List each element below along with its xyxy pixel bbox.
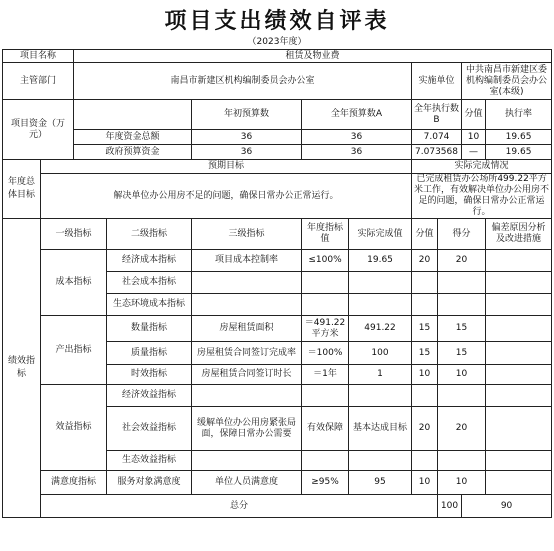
perf-score	[438, 451, 486, 471]
funds-initial: 36	[192, 130, 302, 145]
table-row	[3, 471, 552, 495]
expected-goal-text: 解决单位办公用房不足的问题，确保日常办公正常运行。	[41, 174, 412, 219]
perf-points	[412, 385, 438, 407]
perf-l2: 数量指标	[107, 316, 192, 342]
total-score: 90	[462, 495, 552, 518]
perf-target: 有效保障	[302, 407, 349, 451]
perf-l3: 房屋租赁合同签订完成率	[192, 342, 302, 365]
perf-l1-cost: 成本指标	[41, 250, 107, 316]
perf-l3: 项目成本控制率	[192, 250, 302, 272]
perf-header-actual: 实际完成值	[349, 219, 412, 250]
perf-score	[438, 272, 486, 294]
perf-l3: 缓解单位办公用房紧张局面，保障日常办公需要	[192, 407, 302, 451]
perf-l2: 社会效益指标	[107, 407, 192, 451]
perf-l2: 生态环境成本指标	[107, 294, 192, 316]
perf-score: 15	[438, 342, 486, 365]
page-title: 项目支出绩效自评表	[164, 9, 390, 34]
perf-points: 10	[412, 471, 438, 495]
perf-l1-satisfaction: 满意度指标	[41, 471, 107, 495]
actual-completion-header: 实际完成情况	[412, 160, 552, 174]
perf-header-l3: 三级指标	[192, 219, 302, 250]
perf-l2: 经济成本指标	[107, 250, 192, 272]
perf-header-l1: 一级指标	[41, 219, 107, 250]
table-row	[3, 495, 552, 518]
funds-header-annual: 全年预算数A	[302, 100, 412, 130]
perf-target: ＝100%	[302, 342, 349, 365]
perf-reason	[486, 385, 552, 407]
perf-reason	[486, 316, 552, 342]
perf-score: 20	[438, 407, 486, 451]
perf-actual	[349, 272, 412, 294]
perf-target: ≤100%	[302, 250, 349, 272]
perf-target	[302, 272, 349, 294]
perf-l2: 生态效益指标	[107, 451, 192, 471]
perf-score	[438, 385, 486, 407]
perf-score	[438, 294, 486, 316]
perf-target	[302, 294, 349, 316]
table-row	[3, 130, 552, 145]
funds-row-name: 年度资金总额	[74, 130, 192, 145]
perf-l3	[192, 385, 302, 407]
perf-target: ≥95%	[302, 471, 349, 495]
evaluation-table	[2, 49, 552, 518]
perf-points: 15	[412, 316, 438, 342]
funds-label: 项目资金（万元）	[3, 100, 74, 160]
impl-unit-label: 实施单位	[412, 63, 462, 100]
perf-actual: 100	[349, 342, 412, 365]
perf-l3: 房屋租赁面积	[192, 316, 302, 342]
perf-points: 10	[412, 365, 438, 385]
perf-target: ＝491.22平方米	[302, 316, 349, 342]
perf-actual	[349, 294, 412, 316]
perf-actual	[349, 385, 412, 407]
funds-points: 10	[462, 130, 486, 145]
funds-header-initial: 年初预算数	[192, 100, 302, 130]
perf-l3	[192, 272, 302, 294]
funds-blank-header	[74, 100, 192, 130]
perf-l2: 经济效益指标	[107, 385, 192, 407]
perf-l2: 服务对象满意度	[107, 471, 192, 495]
total-points: 100	[438, 495, 462, 518]
perf-actual	[349, 451, 412, 471]
perf-actual: 基本达成目标	[349, 407, 412, 451]
funds-points: —	[462, 145, 486, 160]
funds-header-rate: 执行率	[486, 100, 552, 130]
project-name-value: 租赁及物业费	[74, 50, 552, 63]
perf-l3: 单位人员满意度	[192, 471, 302, 495]
total-label: 总分	[41, 495, 438, 518]
table-row	[3, 385, 552, 407]
perf-points: 20	[412, 407, 438, 451]
year-subtitle: （2023年度）	[247, 37, 307, 47]
funds-header-points: 分值	[462, 100, 486, 130]
actual-completion-text: 已完成租赁办公场所499.22平方米工作，有效解决单位办公用房不足的问题，确保日常办公正常运行。	[412, 174, 552, 219]
goals-label: 年度总体目标	[3, 160, 41, 219]
perf-l3: 房屋租赁合同签订时长	[192, 365, 302, 385]
perf-l3	[192, 451, 302, 471]
perf-l1-output: 产出指标	[41, 316, 107, 385]
project-name-label: 项目名称	[3, 50, 74, 63]
perf-target	[302, 451, 349, 471]
funds-rate: 19.65	[486, 130, 552, 145]
perf-target	[302, 385, 349, 407]
funds-initial: 36	[192, 145, 302, 160]
perf-points: 15	[412, 342, 438, 365]
perf-header-target: 年度指标值	[302, 219, 349, 250]
perf-header-reason: 偏差原因分析及改进措施	[486, 219, 552, 250]
perf-reason	[486, 451, 552, 471]
perf-header-score: 得分	[438, 219, 486, 250]
funds-executed: 7.074	[412, 130, 462, 145]
perf-header-l2: 二级指标	[107, 219, 192, 250]
dept-value: 南昌市新建区机构编制委员会办公室	[74, 63, 412, 100]
perf-l2: 时效指标	[107, 365, 192, 385]
funds-annual: 36	[302, 130, 412, 145]
perf-reason	[486, 250, 552, 272]
perf-score: 20	[438, 250, 486, 272]
funds-executed: 7.073568	[412, 145, 462, 160]
perf-actual: 95	[349, 471, 412, 495]
table-row	[3, 145, 552, 160]
perf-actual: 491.22	[349, 316, 412, 342]
perf-score: 15	[438, 316, 486, 342]
funds-row-name: 政府预算资金	[74, 145, 192, 160]
perf-actual: 1	[349, 365, 412, 385]
perf-score: 10	[438, 471, 486, 495]
table-row	[3, 316, 552, 342]
perf-points	[412, 272, 438, 294]
funds-header-executed: 全年执行数B	[412, 100, 462, 130]
perf-points: 20	[412, 250, 438, 272]
perf-reason	[486, 407, 552, 451]
perf-points	[412, 451, 438, 471]
perf-l3	[192, 294, 302, 316]
perf-target: ＝1年	[302, 365, 349, 385]
funds-annual: 36	[302, 145, 412, 160]
perf-l2: 社会成本指标	[107, 272, 192, 294]
perf-l1-benefit: 效益指标	[41, 385, 107, 471]
perf-score: 10	[438, 365, 486, 385]
impl-unit-value: 中共南昌市新建区委机构编制委员会办公室(本级)	[462, 63, 552, 100]
perf-l2: 质量指标	[107, 342, 192, 365]
expected-goal-header: 预期目标	[41, 160, 412, 174]
perf-reason	[486, 272, 552, 294]
perf-points	[412, 294, 438, 316]
perf-actual: 19.65	[349, 250, 412, 272]
perf-header-points: 分值	[412, 219, 438, 250]
perf-label: 绩效指标	[3, 219, 41, 518]
perf-reason	[486, 342, 552, 365]
perf-reason	[486, 365, 552, 385]
funds-rate: 19.65	[486, 145, 552, 160]
perf-reason	[486, 471, 552, 495]
perf-reason	[486, 294, 552, 316]
table-row	[3, 250, 552, 272]
dept-label: 主管部门	[3, 63, 74, 100]
